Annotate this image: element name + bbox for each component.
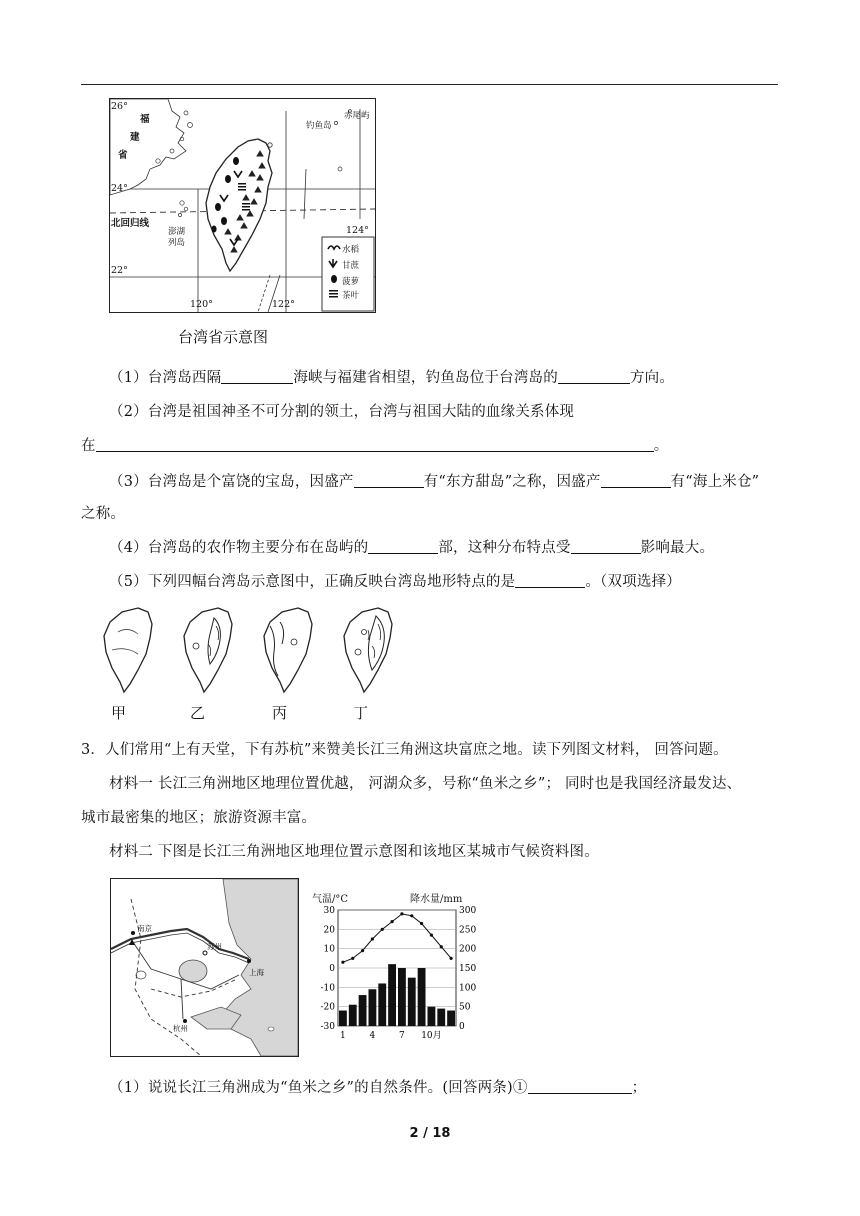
legend-rice-label: 水稻 — [342, 245, 360, 255]
yangtze-delta-graphic — [111, 879, 298, 1056]
temp-tick-label: 20 — [323, 925, 335, 936]
temp-tick-label: 0 — [329, 964, 335, 974]
option-yi-shape — [184, 608, 232, 692]
precip-tick-label: 100 — [459, 983, 477, 994]
precip-tick-label: 300 — [459, 906, 477, 916]
precip-bar — [339, 1011, 347, 1026]
blank[interactable] — [515, 573, 585, 588]
q2-sub1-text-b: 海峡与福建省相望，钓鱼岛位于台湾岛的 — [293, 370, 558, 386]
temp-tick-label: -20 — [320, 1002, 335, 1013]
precip-bar — [388, 964, 396, 1026]
precip-bar — [349, 1005, 357, 1026]
fujian-label-3: 省 — [118, 150, 128, 161]
precip-tick-label: 150 — [459, 964, 477, 974]
q3-material1-a: 材料一 长江三角洲地区地理位置优越， 河湖众多，号称“鱼米之乡”； 同时也是我国经济最发达、 — [109, 776, 742, 792]
precip-tick-label: 0 — [459, 1022, 465, 1032]
blank[interactable] — [354, 473, 424, 488]
temp-point — [361, 949, 364, 952]
blank[interactable] — [96, 437, 654, 452]
q2-sub3-text-c: 有“海上米仓” — [670, 474, 760, 490]
pineapple-icon — [331, 275, 337, 283]
temp-point — [400, 912, 403, 915]
q3-sub1-circle-num: ① — [512, 1080, 528, 1096]
diaoyu-label: 钓鱼岛 — [306, 121, 332, 131]
precip-bar — [418, 968, 426, 1026]
temp-tick-label: 10 — [323, 944, 335, 955]
legend-tea-label: 茶叶 — [342, 291, 360, 301]
lat-24-label: 24° — [111, 183, 128, 194]
precip-tick-label: 50 — [459, 1002, 471, 1013]
temp-point — [420, 922, 423, 925]
option-yi-label: 乙 — [190, 704, 206, 722]
lon-122-label: 122° — [272, 299, 295, 310]
lat-22-label: 22° — [111, 265, 128, 276]
option-ding-label: 丁 — [353, 704, 369, 722]
taiwan-map-caption: 台湾省示意图 — [178, 328, 269, 346]
precip-bar — [408, 978, 416, 1026]
q2-sub2-cont — [81, 434, 668, 455]
q2-sub1-text-a: （1）台湾岛西隔 — [109, 370, 222, 386]
legend-pineapple-label: 菠萝 — [342, 277, 360, 287]
q2-sub3-text-a: （3）台湾岛是个富饶的宝岛，因盛产 — [109, 474, 354, 490]
option-jia-label: 甲 — [111, 704, 127, 722]
month-tick-label: 7 — [399, 1031, 405, 1041]
nanjing-label: 南京 — [137, 924, 152, 933]
fujian-label-2: 建 — [130, 132, 140, 143]
q2-sub5-text-a: （5）下列四幅台湾岛示意图中，正确反映台湾岛地形特点的是 — [109, 574, 516, 590]
precip-bar — [398, 968, 406, 1026]
q2-sub4-text-b: 部，这种分布特点受 — [438, 540, 571, 556]
temp-point — [341, 961, 344, 964]
q2-sub1-text-c: 方向。 — [629, 370, 675, 386]
q2-sub3-cont: 之称。 — [81, 506, 126, 522]
precip-bar — [437, 1009, 445, 1026]
taiwan-options-graphic — [98, 602, 418, 698]
q2-sub2: （2）台湾是祖国神圣不可分割的领土，台湾与祖国大陆的血缘关系体现 — [109, 404, 575, 420]
lat-26-label: 26° — [111, 101, 128, 112]
header-rule — [81, 84, 778, 85]
precip-tick-label: 250 — [459, 925, 477, 936]
month-tick-label: 1 — [340, 1031, 346, 1041]
temp-tick-label: 30 — [323, 906, 335, 916]
q3-sub1-text: （1）说说长江三角洲成为“鱼米之乡”的自然条件。(回答两条) — [109, 1080, 513, 1096]
month-tick-label: 10月 — [421, 1031, 442, 1041]
taiwan-map-graphic — [110, 99, 375, 312]
precip-bar — [447, 1011, 455, 1026]
blank[interactable] — [221, 369, 293, 384]
blank[interactable] — [571, 539, 641, 554]
q2-sub5-text-b: 。（双项选择） — [585, 574, 681, 590]
blank[interactable] — [601, 473, 671, 488]
temp-point — [351, 957, 354, 960]
precip-bar — [428, 1007, 436, 1026]
temp-tick-label: -30 — [320, 1022, 335, 1032]
fujian-label-1: 福 — [140, 114, 150, 125]
q2-sub4 — [109, 536, 714, 557]
temp-point — [371, 937, 374, 940]
lon-124-label: 124° — [346, 225, 369, 236]
q3-material1-b: 城市最密集的地区；旅游资源丰富。 — [81, 810, 317, 826]
q2-sub2-cont-a: 在 — [81, 438, 96, 454]
shanghai-label: 上海 — [249, 968, 264, 977]
temp-point — [430, 934, 433, 937]
q2-sub3 — [109, 470, 759, 491]
temp-point — [410, 914, 413, 917]
temp-point — [381, 928, 384, 931]
q3-intro: 3．人们常用“上有天堂，下有苏杭”来赞美长江三角洲这块富庶之地。读下列图文材料， 回答问题。 — [81, 742, 728, 758]
lon-120-label: 120° — [190, 299, 213, 310]
blank[interactable] — [528, 1079, 632, 1094]
temp-line — [343, 914, 451, 962]
precip-bar — [359, 995, 367, 1026]
tea-icon — [329, 290, 338, 298]
q2-sub2-cont-b: 。 — [653, 438, 669, 454]
temp-point — [390, 920, 393, 923]
tropic-label: 北回归线 — [111, 218, 150, 229]
chiwei-label: 赤尾屿 — [344, 111, 370, 121]
precip-bar — [378, 983, 386, 1026]
taiwan-map — [109, 98, 376, 313]
climate-chart — [310, 882, 490, 1052]
option-ding-shape — [344, 608, 392, 692]
q3-material2: 材料二 下图是长江三角洲地区地理位置示意图和该地区某城市气候资料图。 — [109, 844, 599, 860]
temp-point — [440, 945, 443, 948]
yangtze-delta-map — [110, 878, 299, 1057]
q3-sub1 — [109, 1076, 646, 1097]
q2-sub3-text-b: 有“东方甜岛”之称，因盛产 — [423, 474, 601, 490]
legend-sugarcane-label: 甘蔗 — [342, 261, 360, 271]
suzhou-label: 苏州 — [207, 942, 222, 951]
blank[interactable] — [368, 539, 438, 554]
precip-bar — [369, 989, 377, 1026]
month-tick-label: 4 — [369, 1031, 376, 1041]
q2-sub1 — [109, 366, 674, 387]
temp-point — [449, 957, 452, 960]
q2-sub4-text-c: 影响最大。 — [640, 540, 715, 556]
penghu-label-2: 列岛 — [168, 238, 186, 248]
page-number: 2 / 18 — [409, 1126, 451, 1141]
q3-sub1-end: ； — [631, 1080, 647, 1096]
q2-sub4-text-a: （4）台湾岛的农作物主要分布在岛屿的 — [109, 540, 369, 556]
hangzhou-label: 杭州 — [173, 1024, 188, 1033]
option-bing-label: 丙 — [272, 704, 288, 722]
penghu-label-1: 澎湖 — [168, 227, 186, 237]
precip-axis-label: 降水量/mm — [410, 894, 463, 905]
option-jia-shape — [104, 608, 152, 692]
blank[interactable] — [558, 369, 630, 384]
temp-tick-label: -10 — [320, 983, 335, 994]
q2-sub5 — [109, 570, 681, 591]
precip-tick-label: 200 — [459, 944, 477, 955]
option-bing-shape — [264, 608, 312, 692]
temp-axis-label: 气温/°C — [312, 894, 349, 905]
